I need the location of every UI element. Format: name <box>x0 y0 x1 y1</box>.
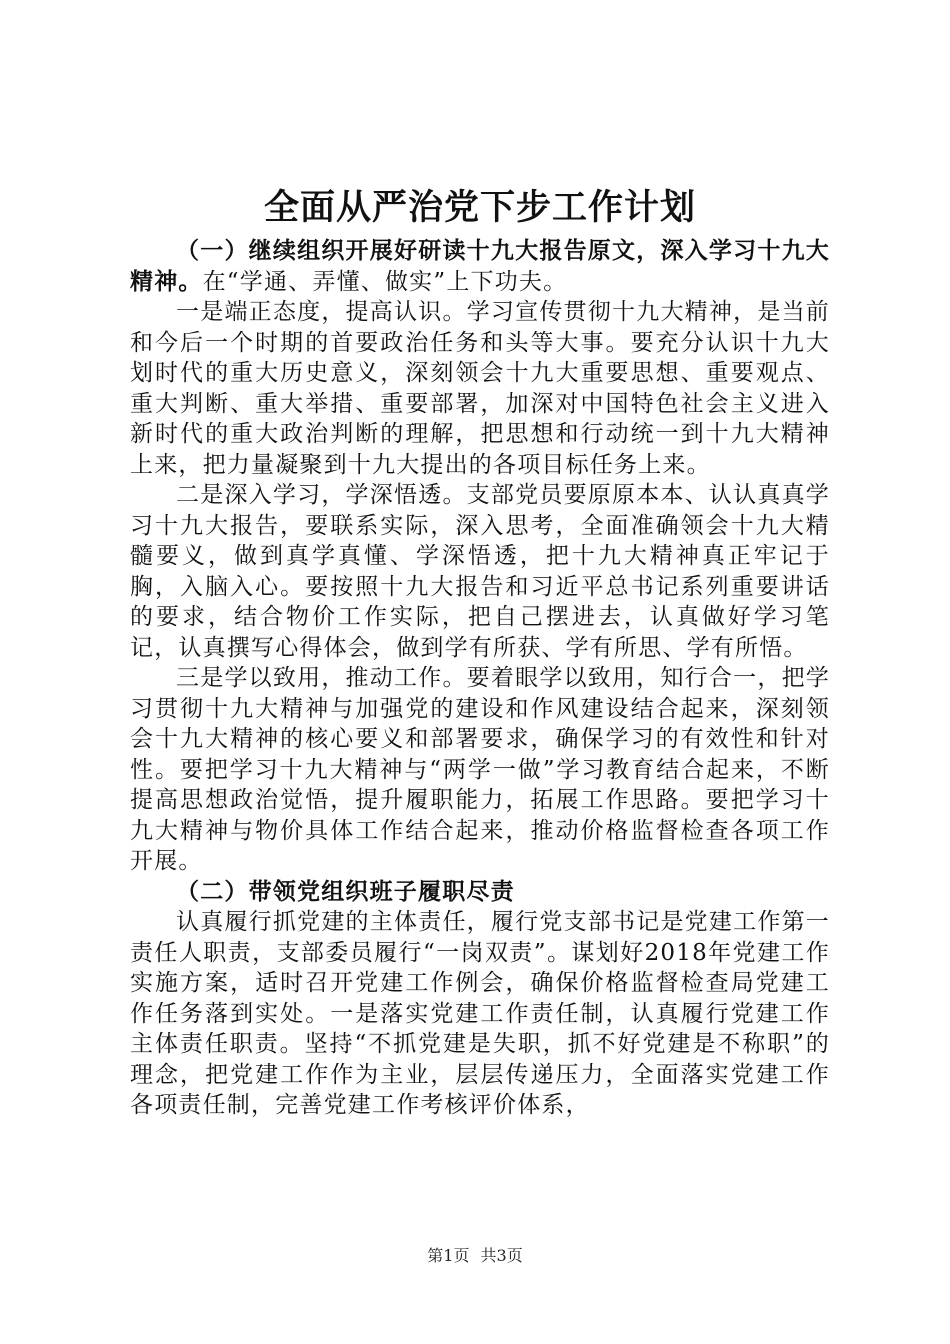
section2-heading: （二）带领党组织班子履职尽责 <box>176 878 515 905</box>
page-footer <box>0 1243 950 1266</box>
body-paragraph-4: 认真履行抓党建的主体责任，履行党支部书记是党建工作第一责任人职责，支部委员履行“一岗双责”。谋划好2018年党建工作实施方案，适时召开党建工作例会，确保价格监督检查局党建工作任务落到实处。一是落实党建工作责任制，认真履行党建工作主体责任职责。坚持“不抓党建是失职，抓不好党建是不称职”的理念，把党建工作作为主业，层层传递压力，全面落实党建工作各项责任制，完善党建工作考核评价体系， <box>130 909 830 1118</box>
section2-paragraph <box>130 877 830 908</box>
page-total: 共3页 <box>480 1246 523 1265</box>
page-number: 第1页 <box>427 1246 470 1265</box>
body-paragraph-1: 一是端正态度，提高认识。学习宣传贯彻十九大精神，是当前和今后一个时期的首要政治任务和头等大事。要充分认识十九大划时代的重大历史意义，深刻领会十九大重要思想、重要观点、重大判断、重大举措、重要部署，加深对中国特色社会主义进入新时代的重大政治判断的理解，把思想和行动统一到十九大精神上来，把力量凝聚到十九大提出的各项目标任务上来。 <box>130 299 830 478</box>
body-paragraph-3: 三是学以致用，推动工作。要着眼学以致用，知行合一，把学习贯彻十九大精神与加强党的建设和作风建设结合起来，深刻领会十九大精神的核心要义和部署要求，确保学习的有效性和针对性。要把学习十九大精神与“两学一做”学习教育结合起来，不断提高思想政治觉悟，提升履职能力，拓展工作思路。要把学习十九大精神与物价具体工作结合起来，推动价格监督检查各项工作开展。 <box>130 665 830 874</box>
document-page <box>130 180 830 1121</box>
section1-paragraph <box>130 236 830 297</box>
section1-heading: （一）继续组织开展好研读十九大报告原文，深入学习十九大精神。 <box>130 238 830 295</box>
section1-lead: 在“学通、弄懂、做实”上下功夫。 <box>202 268 568 295</box>
document-title: 全面从严治党下步工作计划 <box>263 187 696 228</box>
body-paragraph-2: 二是深入学习，学深悟透。支部党员要原原本本、认认真真学习十九大报告，要联系实际，深入思考，全面准确领会十九大精髓要义，做到真学真懂、学深悟透，把十九大精神真正牢记于胸，入脑入心。要按照十九大报告和习近平总书记系列重要讲话的要求，结合物价工作实际，把自己摆进去，认真做好学习笔记，认真撰写心得体会，做到学有所获、学有所思、学有所悟。 <box>130 482 830 661</box>
